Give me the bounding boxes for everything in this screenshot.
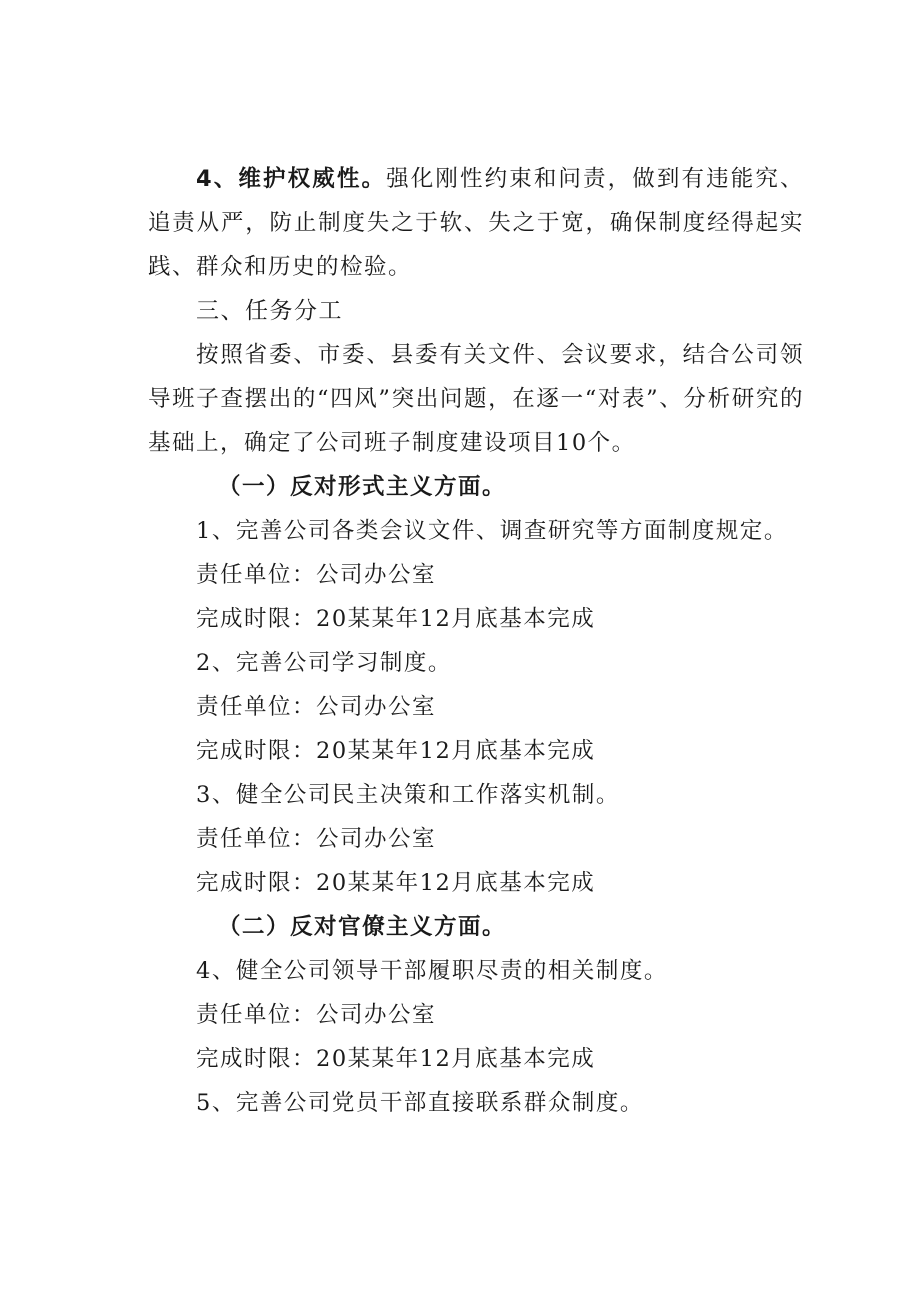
item-2-title: 2、完善公司学习制度。 <box>196 650 452 676</box>
point-4-body: 强化刚性约束和问责，做到有违能究、追责从严，防止制度失之于软、失之于宽，确保制度经得起实践、群众和历史的检验。 <box>148 166 804 280</box>
item-4-deadline: 完成时限：20某某年12月底基本完成 <box>196 1046 596 1072</box>
group-1-heading: （一）反对形式主义方面。 <box>218 474 507 500</box>
item-3-title: 3、健全公司民主决策和工作落实机制。 <box>196 782 620 808</box>
document-body <box>148 157 804 1125</box>
item-4-title: 4、健全公司领导干部履职尽责的相关制度。 <box>196 958 668 984</box>
item-1-title: 1、完善公司各类会议文件、调查研究等方面制度规定。 <box>196 518 788 544</box>
item-4-unit: 责任单位：公司办公室 <box>196 1002 437 1028</box>
item-3-deadline: 完成时限：20某某年12月底基本完成 <box>196 870 596 896</box>
group-2-heading: （二）反对官僚主义方面。 <box>218 914 507 940</box>
item-3-unit: 责任单位：公司办公室 <box>196 826 437 852</box>
item-1-unit: 责任单位：公司办公室 <box>196 562 437 588</box>
point-4-title: 4、维护权威性。 <box>196 166 387 192</box>
item-1-deadline: 完成时限：20某某年12月底基本完成 <box>196 606 596 632</box>
section-3-heading: 三、任务分工 <box>196 298 343 324</box>
item-2-unit: 责任单位：公司办公室 <box>196 694 437 720</box>
item-2-deadline: 完成时限：20某某年12月底基本完成 <box>196 738 596 764</box>
item-5-title: 5、完善公司党员干部直接联系群众制度。 <box>196 1090 644 1116</box>
point-4-paragraph <box>148 157 804 289</box>
section-3-intro: 按照省委、市委、县委有关文件、会议要求，结合公司领导班子查摆出的“四风”突出问题，在逐一“对表”、分析研究的基础上，确定了公司班子制度建设项目10个。 <box>148 342 804 456</box>
